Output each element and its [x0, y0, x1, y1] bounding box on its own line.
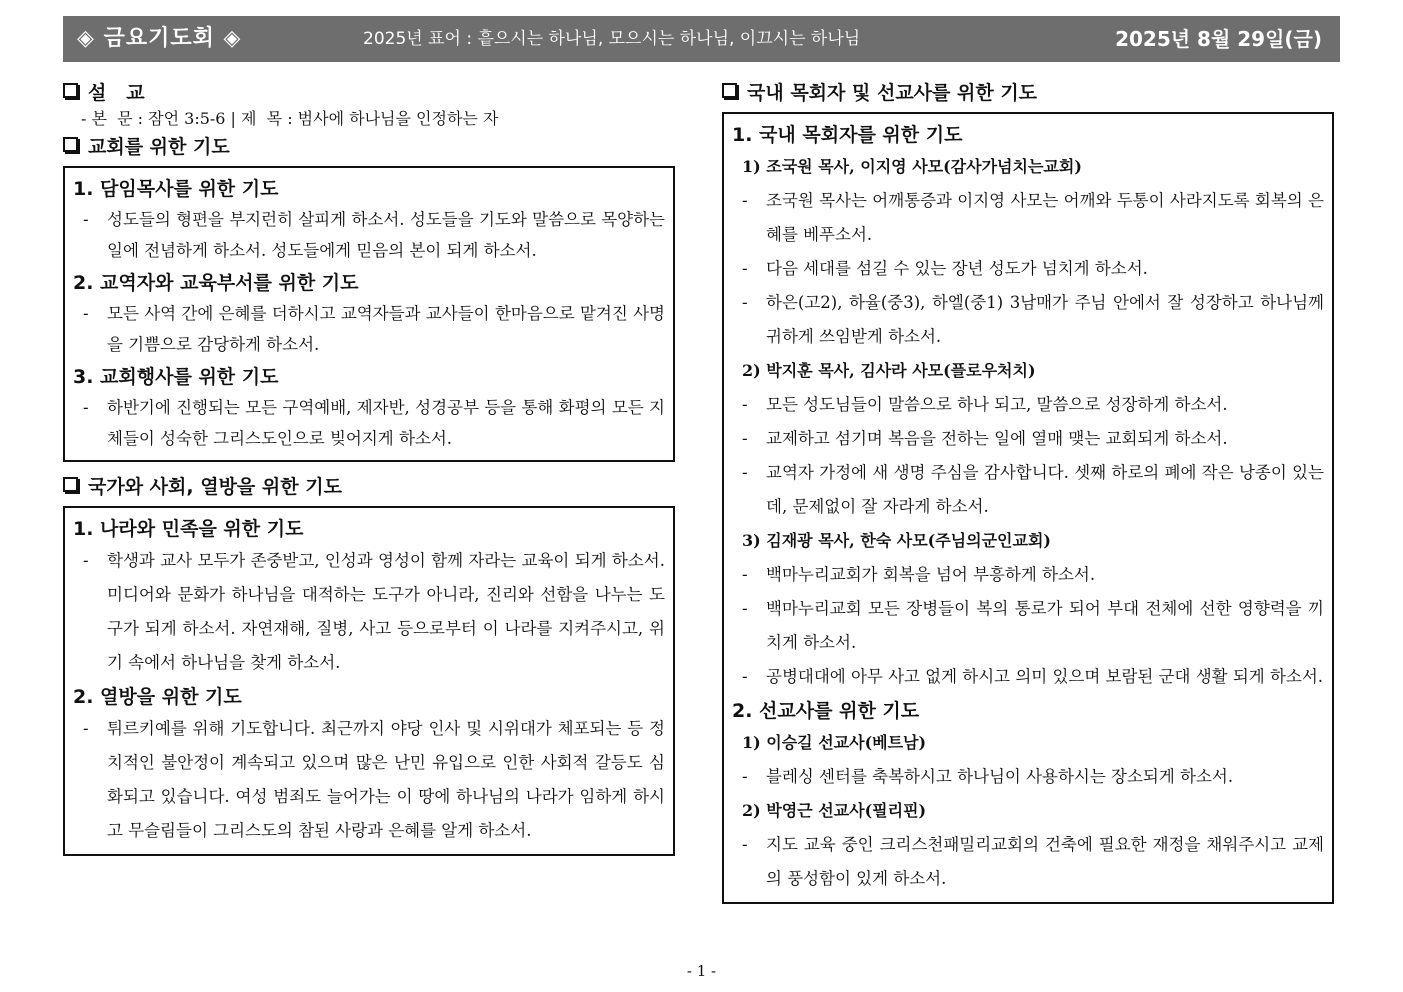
prayer-bullet: - 지도 교육 중인 크리스천패밀리교회의 건축에 필요한 재정을 채워주시고 교제의 풍성함이 있게 하소서. — [742, 835, 1324, 888]
prayer-item-title: 2. 교역자와 교육부서를 위한 기도 — [73, 272, 359, 294]
checkbox-square-icon — [63, 477, 78, 492]
missionary-name: 1) 이승길 선교사(베트남) — [742, 733, 927, 752]
pastor-name: 1) 조국원 목사, 이지영 사모(감사가넘치는교회) — [742, 157, 1082, 176]
missionary-name: 2) 박영근 선교사(필리핀) — [742, 801, 927, 820]
prayer-bullet: - 다음 세대를 섬길 수 있는 장년 성도가 넘치게 하소서. — [742, 259, 1148, 278]
right-column — [722, 80, 1334, 904]
prayer-bullet: - 튀르키예를 위해 기도합니다. 최근까지 야당 인사 및 시위대가 체포되는 등 정치적인 불안정이 계속되고 있으며 많은 난민 유입으로 인한 사회적 갈등도 심화되고 있습니다. 여성 범죄도 늘어가는 이 땅에 하나님의 나라가 임하게 하시고 무슬림들이 그리스도의 참된 사랑과 은혜를 알게 하소서. — [83, 719, 665, 840]
prayer-bullet: - 하반기에 진행되는 모든 구역예배, 제자반, 성경공부 등을 통해 화평의 모든 지체들이 성숙한 그리스도인으로 빚어지게 하소서. — [83, 398, 665, 448]
prayer-bullet: - 백마누리교회 모든 장병들이 복의 통로가 되어 부대 전체에 선한 영향력을 끼치게 하소서. — [742, 599, 1324, 652]
prayer-bullet: - 교역자 가정에 새 생명 주심을 감사합니다. 셋째 하로의 폐에 작은 낭종이 있는데, 문제없이 잘 자라게 하소서. — [742, 463, 1324, 516]
header-title: ◈ 금요기도회 ◈ — [77, 26, 242, 51]
prayer-bullet: - 교제하고 섬기며 복음을 전하는 일에 열매 맺는 교회되게 하소서. — [742, 429, 1228, 448]
nation-prayer-box — [63, 506, 675, 856]
pastor-name: 2) 박지훈 목사, 김사라 사모(플로우처치) — [742, 361, 1036, 380]
prayer-bullet: - 모든 사역 간에 은혜를 더하시고 교역자들과 교사들이 한마음으로 맡겨진 사명을 기쁨으로 감당하게 하소서. — [83, 304, 665, 354]
prayer-bullet: - 모든 성도님들이 말씀으로 하나 되고, 말씀으로 성장하게 하소서. — [742, 395, 1228, 414]
prayer-bullet: - 백마누리교회가 회복을 넘어 부흥하게 하소서. — [742, 565, 1096, 584]
pastor-name: 3) 김재광 목사, 한숙 사모(주님의군인교회) — [742, 531, 1051, 550]
sermon-heading: 설 교 — [63, 80, 675, 106]
church-prayer-box — [63, 166, 675, 462]
sermon-info: - 본 문 : 잠언 3:5-6 | 제 목 : 범사에 하나님을 인정하는 자 — [81, 109, 499, 128]
checkbox-square-icon — [722, 83, 737, 98]
missions-heading: 국내 목회자 및 선교사를 위한 기도 — [722, 80, 1334, 106]
prayer-item-title: 3. 교회행사를 위한 기도 — [73, 366, 279, 388]
prayer-bullet: - 성도들의 형편을 부지런히 살피게 하소서. 성도들을 기도와 말씀으로 목양하는 일에 전념하게 하소서. 성도들에게 믿음의 본이 되게 하소서. — [83, 210, 665, 260]
prayer-bullet: - 하은(고2), 하율(중3), 하엘(중1) 3남매가 주님 안에서 잘 성장하고 하나님께 귀하게 쓰임받게 하소서. — [742, 293, 1324, 346]
page-number: - 1 - — [686, 962, 717, 980]
prayer-item-title: 1. 나라와 민족을 위한 기도 — [73, 518, 304, 540]
page-header — [63, 16, 1340, 62]
prayer-group-title: 2. 선교사를 위한 기도 — [732, 700, 920, 722]
left-column — [63, 80, 675, 856]
prayer-item-title: 1. 담임목사를 위한 기도 — [73, 178, 279, 200]
prayer-bullet: - 학생과 교사 모두가 존중받고, 인성과 영성이 함께 자라는 교육이 되게 하소서. 미디어와 문화가 하나님을 대적하는 도구가 아니라, 진리와 선함을 나누는 도구가 되게 하소서. 자연재해, 질병, 사고 등으로부터 이 나라를 지켜주시고, 위기 속에서 하나님을 찾게 하소서. — [83, 551, 665, 672]
checkbox-square-icon — [63, 137, 78, 152]
prayer-item-title: 2. 열방을 위한 기도 — [73, 686, 242, 708]
header-date: 2025년 8월 29일(금) — [1115, 27, 1322, 51]
nation-heading: 국가와 사회, 열방을 위한 기도 — [63, 474, 675, 500]
church-heading: 교회를 위한 기도 — [63, 134, 675, 160]
missions-prayer-box — [722, 112, 1334, 904]
header-motto: 2025년 표어 : 흩으시는 하나님, 모으시는 하나님, 이끄시는 하나님 — [363, 29, 861, 49]
prayer-bullet: - 블레싱 센터를 축복하시고 하나님이 사용하시는 장소되게 하소서. — [742, 767, 1234, 786]
checkbox-square-icon — [63, 83, 78, 98]
prayer-bullet: - 조국원 목사는 어깨통증과 이지영 사모는 어깨와 두통이 사라지도록 회복의 은혜를 베푸소서. — [742, 191, 1324, 244]
prayer-group-title: 1. 국내 목회자를 위한 기도 — [732, 124, 963, 146]
prayer-bullet: - 공병대대에 아무 사고 없게 하시고 의미 있으며 보람된 군대 생활 되게 하소서. — [742, 667, 1324, 686]
